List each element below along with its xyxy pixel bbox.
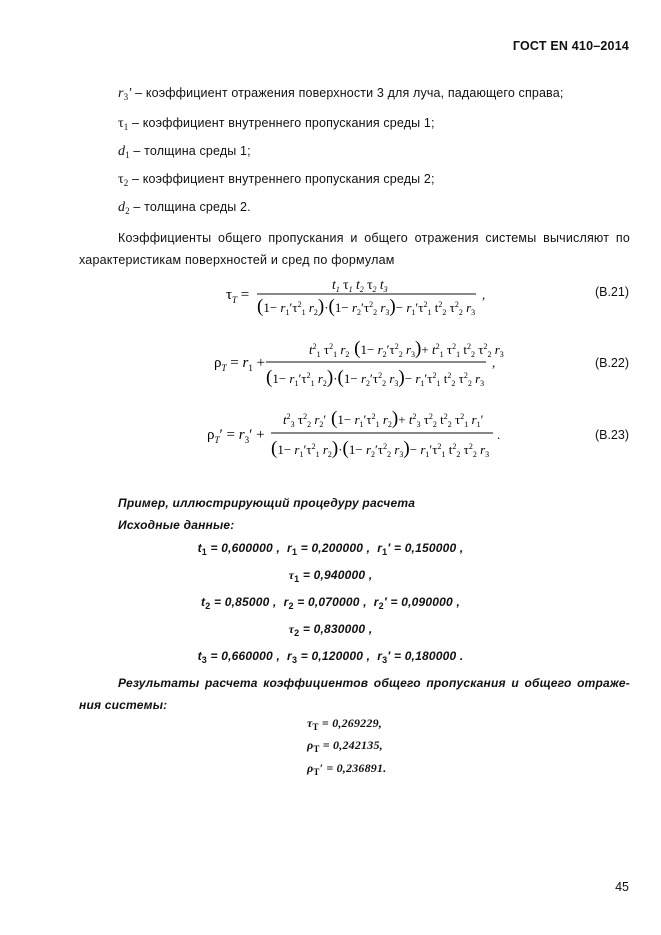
page-number: 45: [615, 880, 629, 894]
result-tauT: $\tau_T = 0,269229$,: [307, 716, 382, 732]
eq21-lhs: $\tau_T$ =: [226, 287, 250, 305]
equation-b22: [208, 334, 503, 392]
equation-b21: [220, 272, 500, 320]
svg-text:,: ,: [482, 287, 486, 302]
svg-text:ρT = r1 +: $\rho_T = r_1$ +: [214, 355, 266, 373]
definition-d2: $d_2$ – толщина среды 2.: [118, 200, 251, 216]
svg-text:.: .: [497, 427, 501, 442]
svg-text:,: ,: [492, 355, 496, 370]
result-rhoT: $\rho_T = 0,242135$,: [307, 738, 383, 754]
document-header: ГОСТ EN 410–2014: [512, 39, 629, 53]
intro-paragraph: Коэффициенты общего пропускания и общего отражения системы вычисляют по характеристикам поверхностей и сред по формулам: [79, 231, 630, 267]
svg-text:(1− r1′τ21 r2)·(1− r2′τ22 r3)−: ($1- r_1'\tau^2_1$ $r_2)\cdot(1- r_2'\tau^2_2$ $r_3)- r_1'\tau^2_1$ $t^2_2$ $\tau^2_2$ $r_3$: [266, 367, 485, 388]
definition-r3prime: $r_3'$ – коэффициент отражения поверхности 3 для луча, падающего справа;: [118, 86, 564, 102]
equation-number-b22: (B.22): [594, 356, 629, 370]
example-title: Пример, иллюстрирующий процедуру расчета: [118, 496, 416, 510]
equation-number-b21: (B.21): [594, 285, 629, 299]
input-row-tau1: $\tau_1 = 0,940000$ ,: [288, 568, 373, 584]
input-row-3: $t_3 = 0,660000$ , $r_3 = 0,120000$ , $r_3' = 0,180000$ .: [197, 649, 464, 665]
equation-number-b23: (B.23): [594, 428, 629, 442]
equation-b23: [203, 404, 513, 462]
definition-d1: $d_1$ – толщина среды 1;: [118, 144, 251, 160]
svg-text:ρT′ = r3′ +: $\rho_T' = r_3'$ +: [207, 427, 265, 445]
input-row-tau2: $\tau_2 = 0,830000$ ,: [288, 622, 373, 638]
svg-text:(1− r1′τ21 r2)·(1− r2′τ22 r3)−: ($1- r_1'\tau^2_1$ $r_2)\cdot(1- r_2'\tau^2_2$ $r_3)- r_1'\tau^2_1$ $t^2_2$ $\tau^2_2$ $r_3$: [271, 438, 490, 459]
svg-text:t21 τ21 r2 (1− r2′τ22 r3)+ t21: $t^2_1$ $\tau^2_1$ $r_2$ ($1- r_2'\tau^2_2$ $r_3)+ t^2_1$ $\tau^2_1$ $t^2_2$ $\tau^2_2$ $r_3$: [309, 338, 504, 359]
svg-text:t1 τ1 t2 τ2 t3: $t_1$ $\tau_1$ $t_2$ $\tau_2$ $t_3$: [332, 277, 388, 294]
results-paragraph: Результаты расчета коэффициентов общего пропускания и общего отраже- ния системы:: [79, 676, 630, 712]
input-row-1: $t_1 = 0,600000$ , $r_1 = 0,200000$ , $r_1' = 0,150000$ ,: [197, 541, 464, 557]
svg-text:(1− r1′τ21 r2)·(1− r2′τ22 r3)−: ($1- r_1'\tau^2_1$ $r_2)\cdot(1- r_2'\tau^2_2$ $r_3)- r_1'\tau^2_1$ $t^2_2$ $\tau^2_2$ $r_3$: [257, 296, 476, 317]
example-input-label: Исходные данные:: [118, 518, 235, 532]
definition-tau2: $\tau_2$ – коэффициент внутреннего пропускания среды 2;: [118, 172, 435, 188]
input-row-2: $t_2 = 0,85000$ , $r_2 = 0,070000$ , $r_2' = 0,090000$ ,: [201, 595, 460, 611]
result-rhoTprime: $\rho_T' = 0,236891$.: [307, 761, 387, 777]
definition-tau1: $\tau_1$ – коэффициент внутреннего пропускания среды 1;: [118, 116, 435, 132]
svg-text:t23 τ22 r2′ (1− r1′τ21 r2)+ t2: $t^2_3$ $\tau^2_2$ $r_2'$ ($1- r_1'\tau^2_1$ $r_2)+ t^2_3$ $\tau^2_2$ $t^2_2$ $\tau^2_1$ $r_1'$: [283, 408, 484, 429]
